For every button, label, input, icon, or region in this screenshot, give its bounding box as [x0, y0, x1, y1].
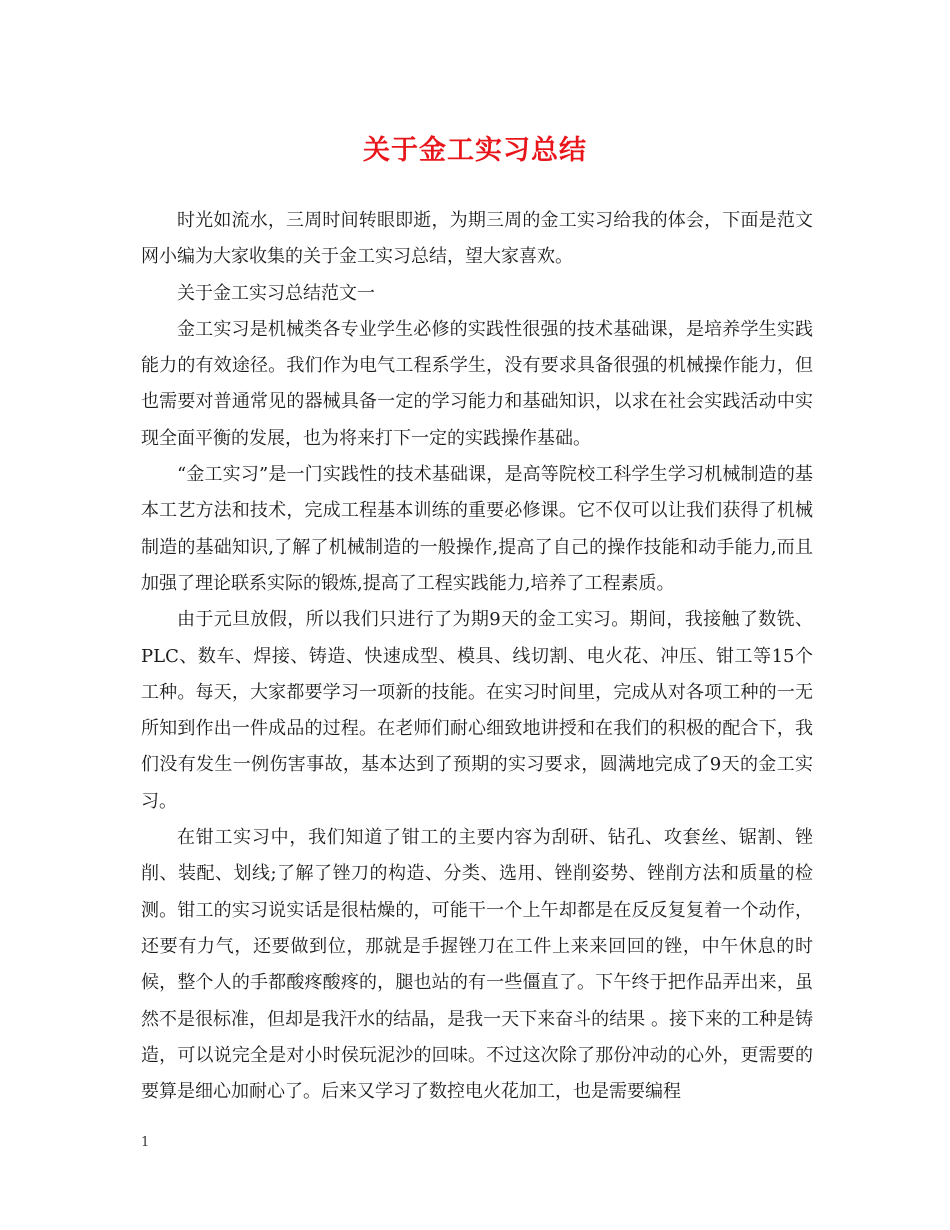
page-number: 1	[141, 1135, 150, 1150]
paragraph-4: 在钳工实习中，我们知道了钳工的主要内容为刮研、钻孔、攻套丝、锯割、锉削、装配、划线;了解了锉刀的构造、分类、选用、锉削姿势、锉削方法和质量的检测。钳工的实习说实话是很枯燥的，可能干一个上午却都是在反反复复着一个动作，还要有力气，还要做到位，那就是手握锉刀在工件上来来回回的锉，中午休息的时候，整个人的手都酸疼酸疼的，腿也站的有一些僵直了。下午终于把作品弄出来，虽然不是很标准，但却是我汗水的结晶，是我一天下来奋斗的结果 。接下来的工种是铸造，可以说完全是对小时侯玩泥沙的回味。不过这次除了那份冲动的心外，更需要的要算是细心加耐心了。后来又学习了数控电火花加工，也是需要编程	[141, 827, 813, 1103]
paragraph-section-heading: 关于金工实习总结范文一	[177, 282, 375, 304]
paragraph-3: 由于元旦放假，所以我们只进行了为期9天的金工实习。期间，我接触了数铣、PLC、数车、焊接、铸造、快速成型、模具、线切割、电火花、冲压、钳工等15个工种。每天，大家都要学习一项新的技能。在实习时间里，完成从对各项工种的一无所知到作出一件成品的过程。在老师们耐心细致地讲授和在我们的积极的配合下，我们没有发生一例伤害事故，基本达到了预期的实习要求，圆满地完成了9天的金工实习。	[141, 609, 813, 812]
paragraph-intro: 时光如流水，三周时间转眼即逝，为期三周的金工实习给我的体会，下面是范文网小编为大家收集的关于金工实习总结，望大家喜欢。	[141, 210, 813, 268]
document-body	[141, 203, 813, 1110]
paragraph-1: 金工实习是机械类各专业学生必修的实践性很强的技术基础课，是培养学生实践能力的有效途径。我们作为电气工程系学生，没有要求具备很强的机械操作能力，但也需要对普通常见的器械具备一定的学习能力和基础知识，以求在社会实践活动中实现全面平衡的发展，也为将来打下一定的实践操作基础。	[141, 318, 813, 449]
document-title: 关于金工实习总结	[363, 135, 587, 166]
paragraph-2: “金工实习”是一门实践性的技术基础课，是高等院校工科学生学习机械制造的基本工艺方法和技术，完成工程基本训练的重要必修课。它不仅可以让我们获得了机械制造的基础知识,了解了机械制造的一般操作,提高了自己的操作技能和动手能力,而且加强了理论联系实际的锻炼,提高了工程实践能力,培养了工程素质。	[141, 464, 813, 594]
